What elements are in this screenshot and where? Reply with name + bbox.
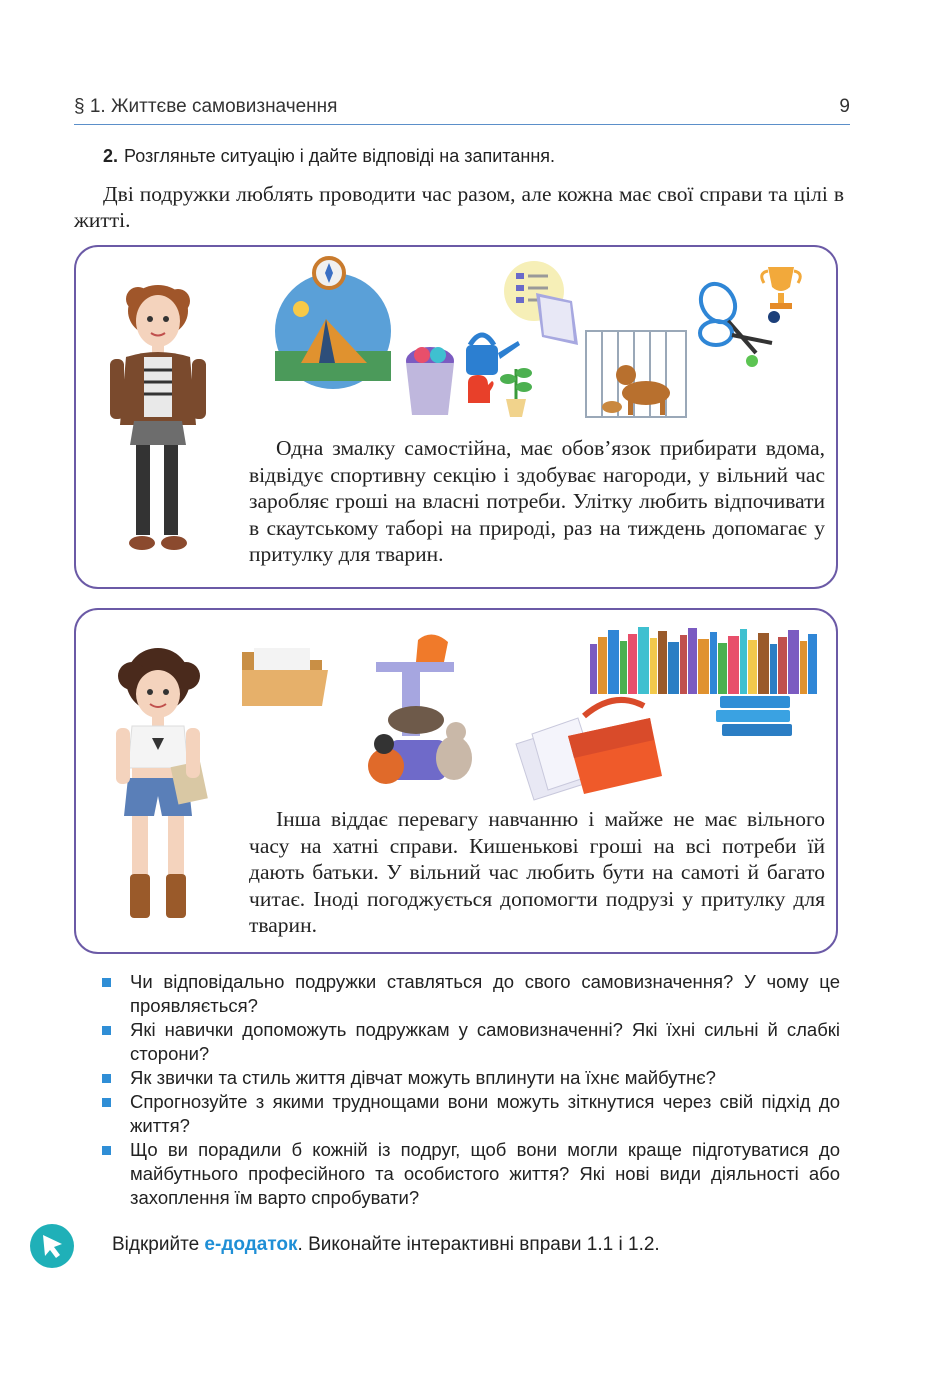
book-spine xyxy=(650,638,657,694)
book-spine xyxy=(598,637,607,694)
book-spine xyxy=(638,627,649,694)
girl-2-description: Інша віддає перевагу навчанню і майже не має вільного часу на хатні справи. Кишенькові гроші на всі потреби їй дають батьки. У вільний час любить бути на самоті й багато читає. Іноді погоджується допомогти подрузі у притулку для тварин. xyxy=(249,807,825,937)
book-spine xyxy=(758,633,769,694)
plant-icon xyxy=(498,363,534,419)
folder-icon xyxy=(236,640,332,712)
book-spine xyxy=(800,641,807,694)
notebook-icon xyxy=(532,287,584,349)
book-spine xyxy=(680,635,687,694)
question-item: Які навички допоможуть подружкам у самовизначенні? Які їхні сильні й слабкі сторони? xyxy=(100,1018,840,1066)
girl-1-illustration xyxy=(98,275,218,565)
book-spine xyxy=(808,634,817,694)
task-number: 2. xyxy=(103,146,119,166)
book-spine xyxy=(668,642,679,694)
question-item: Що ви порадили б кожній із подруг, щоб вони могли краще підготуватися до майбутнього професійного та особистого життя? Які нові види діяльності або захоплення їм варто спробувати? xyxy=(100,1138,840,1210)
girl-1-card xyxy=(74,245,838,589)
cats-tree-icon xyxy=(356,628,486,792)
book-spine xyxy=(788,630,799,694)
girl-2-illustration xyxy=(102,646,214,926)
question-item: Як звички та стиль життя дівчат можуть вплинути на їхнє майбутнє? xyxy=(100,1066,840,1090)
book-spine xyxy=(728,636,739,694)
laundry-basket-icon xyxy=(400,343,460,419)
task-instruction xyxy=(103,146,555,167)
bookshelf-icon xyxy=(588,624,824,696)
girl-1-description: Одна змалку самостійна, має обов’язок прибирати вдома, відвідує спортивну секцію і здобуває нагороди, у вільний час заробляє гроші на власні потреби. Улітку любить відпочивати в скаутському таборі на природі, раз на тиждень допомагає у притулку для тварин. xyxy=(249,436,825,566)
book-spine xyxy=(628,634,637,694)
bullet-square-icon xyxy=(102,1146,111,1155)
question-item: Спрогнозуйте з якими труднощами вони можуть зіткнутися через свій підхід до життя? xyxy=(100,1090,840,1138)
intro-paragraph: Дві подружки люблять проводити час разом, але кожна має свої справи та цілі в житті. xyxy=(74,182,844,232)
book-spine xyxy=(698,639,709,694)
compass-icon xyxy=(309,251,349,291)
book-spine xyxy=(770,644,777,694)
task-instruction-text: Розгляньте ситуацію і дайте відповіді на запитання. xyxy=(124,146,556,166)
book-spine xyxy=(778,637,787,694)
questions-list xyxy=(100,970,840,1210)
book-spine xyxy=(718,643,727,694)
footer-note: Відкрийте е-додаток. Виконайте інтерактивні вправи 1.1 і 1.2. xyxy=(112,1234,660,1255)
bullet-square-icon xyxy=(102,1098,111,1107)
page-number: 9 xyxy=(839,96,850,117)
book-spine xyxy=(710,632,717,694)
book-spine xyxy=(590,644,597,694)
book-spine xyxy=(608,630,619,694)
bullet-square-icon xyxy=(102,1026,111,1035)
page-header xyxy=(74,96,850,125)
book-spine xyxy=(740,629,747,694)
cursor-icon[interactable] xyxy=(28,1222,76,1270)
section-title: § 1. Життєве самовизначення xyxy=(74,96,338,117)
bullet-square-icon xyxy=(102,1074,111,1083)
book-spine xyxy=(658,631,667,694)
bullet-square-icon xyxy=(102,978,111,987)
e-appendix-link[interactable]: е-додаток xyxy=(204,1234,298,1255)
book-spine xyxy=(748,640,757,694)
book-spine xyxy=(620,641,627,694)
trophy-icon xyxy=(756,263,806,315)
book-spine xyxy=(688,628,697,694)
book-stack-icon xyxy=(714,692,798,744)
question-item: Чи відповідально подружки ставляться до свого самовизначення? У чому це проявляється? xyxy=(100,970,840,1018)
dog-shelter-icon xyxy=(582,327,692,425)
girl-2-card xyxy=(74,608,838,954)
oven-mitt-icon xyxy=(462,373,498,407)
bag-icon xyxy=(554,696,674,800)
